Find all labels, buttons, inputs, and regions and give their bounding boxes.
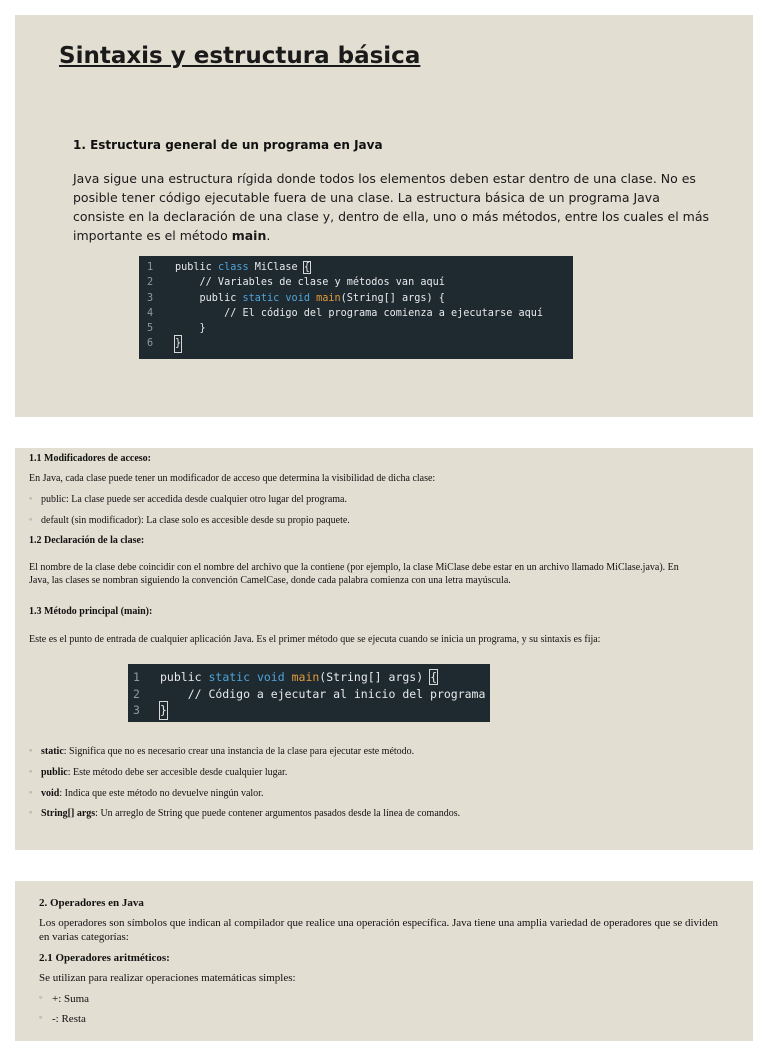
line-number: 1 [147, 262, 154, 273]
code-block-main [128, 664, 490, 722]
subsection-heading-text: 1.3 Método principal (main): [29, 606, 153, 617]
list-item [41, 766, 741, 779]
list-term: String[] args [41, 808, 96, 819]
code-brace: } [175, 336, 181, 351]
line-number: 3 [147, 292, 154, 304]
bullet-icon: ◦ [39, 992, 43, 1002]
list-item [41, 807, 741, 820]
line-number: 2 [147, 277, 154, 289]
list-desc: : Un arreglo de String que puede contener argumentos pasados desde la línea de comandos. [95, 808, 461, 819]
line-number: 2 [133, 686, 140, 701]
code-token: } [175, 323, 206, 335]
code-comment: // Variables de clase y métodos van aquí [175, 277, 445, 289]
list-item [41, 787, 741, 800]
code-token: (String[] args) [319, 670, 431, 684]
list-item: public: La clase puede ser accedida desde cualquier otro lugar del programa. [41, 494, 347, 505]
subsection-heading-text: 1.1 Modificadores de acceso: [29, 453, 152, 464]
subsection-heading-1-3 [29, 605, 729, 618]
list-item [41, 745, 741, 758]
line-number: 4 [147, 307, 154, 319]
code-keyword: void [285, 292, 310, 304]
code-token: public [175, 262, 218, 273]
code-line [128, 686, 490, 703]
list-item: +: Suma [52, 993, 90, 1005]
document-page-3 [15, 881, 753, 1041]
bullet-icon: ◦ [29, 766, 33, 776]
document-page-2 [15, 448, 753, 850]
bullet-icon: ◦ [29, 745, 33, 755]
subsection-heading-1-2 [29, 534, 729, 547]
code-method-name: main [291, 670, 320, 684]
paragraph-1-3: Este es el punto de entrada de cualquier aplicación Java. Es el primer método que se ejecuta cuando se inicia un programa, y su sintaxis es fija: [29, 634, 601, 645]
code-method-name: main [316, 292, 341, 304]
intro-text: Java sigue una estructura rígida donde todos los elementos deben estar dentro de una clase. No es posible tener código ejecutable fuera de una clase. La estructura básica de un programa Java consiste en la declaración de una clase y, dentro de ella, uno o más métodos, entre los cuales el más importante es el método [73, 171, 709, 243]
line-number: 6 [147, 338, 154, 350]
list-term: static [41, 746, 64, 757]
code-token: MiClase [248, 262, 304, 273]
paragraph-2: Los operadores son símbolos que indican al compilador que realice una operación específica. Java tiene una amplia variedad de operadores que se dividen en varias categorías: [39, 917, 718, 943]
code-comment: // Código a ejecutar al inicio del programa [160, 686, 486, 701]
code-brace: } [160, 703, 167, 717]
subsection-heading-text: 2.1 Operadores aritméticos: [39, 952, 170, 964]
code-token: public [175, 292, 243, 304]
code-token [285, 670, 292, 684]
code-keyword: static [242, 292, 280, 304]
code-token [250, 670, 257, 684]
bullet-icon: ◦ [29, 807, 33, 817]
code-line [139, 336, 573, 351]
section-heading-1: 1. Estructura general de un programa en Java [73, 138, 383, 152]
bullet-icon: ◦ [29, 787, 33, 797]
code-brace: { [430, 670, 438, 684]
code-line [139, 260, 573, 275]
list-item: -: Resta [52, 1013, 86, 1025]
code-brace: { [303, 262, 310, 273]
bullet-icon: ◦ [39, 1012, 43, 1022]
paragraph-2-1: Se utilizan para realizar operaciones matemáticas simples: [39, 972, 296, 984]
list-term: void [41, 788, 60, 799]
page-title: Sintaxis y estructura básica [59, 43, 421, 69]
code-keyword: void [256, 670, 285, 684]
subsection-heading-1-1 [29, 452, 729, 465]
list-item: default (sin modificador): La clase solo es accesible desde su propio paquete. [41, 515, 350, 526]
code-token: (String[] args) { [340, 292, 445, 304]
intro-paragraph [73, 169, 713, 245]
code-comment: // El código del programa comienza a ejecutarse aquí [175, 307, 544, 319]
code-line [128, 702, 490, 719]
line-number: 1 [133, 670, 140, 684]
code-line [139, 321, 573, 336]
subsection-heading-2-1 [39, 951, 719, 965]
list-desc: : Indica que este método no devuelve ningún valor. [59, 788, 264, 799]
section-heading-text: 2. Operadores en Java [39, 897, 144, 909]
intro-end: . [266, 228, 271, 243]
code-line [139, 306, 573, 321]
line-number: 5 [147, 323, 154, 335]
code-token: public [160, 670, 209, 684]
intro-bold-main: main [231, 228, 267, 243]
code-block-class [139, 256, 573, 359]
line-number: 3 [133, 703, 140, 717]
document-page-1 [15, 15, 753, 417]
bullet-icon: ◦ [29, 514, 33, 524]
code-line [139, 275, 573, 290]
subsection-heading-text: 1.2 Declaración de la clase: [29, 535, 145, 546]
list-desc: : Significa que no es necesario crear una instancia de la clase para ejecutar este método. [63, 746, 415, 757]
paragraph-1-2: El nombre de la clase debe coincidir con el nombre del archivo que la contiene (por ejemplo, la clase MiClase debe estar en un archivo llamado MiClase.java). En Java, las clases se nombran siguiendo la convención CamelCase, donde cada palabra comienza con una letra mayúscula. [29, 562, 679, 586]
bullet-icon: ◦ [29, 493, 33, 503]
code-line [139, 291, 573, 306]
code-line [128, 669, 490, 686]
code-keyword: static [208, 670, 251, 684]
code-keyword: class [217, 262, 249, 273]
paragraph-1-1: En Java, cada clase puede tener un modificador de acceso que determina la visibilidad de dicha clase: [29, 473, 436, 484]
list-term: public [41, 767, 68, 778]
section-heading-2 [39, 896, 719, 910]
list-desc: : Este método debe ser accesible desde cualquier lugar. [67, 767, 288, 778]
